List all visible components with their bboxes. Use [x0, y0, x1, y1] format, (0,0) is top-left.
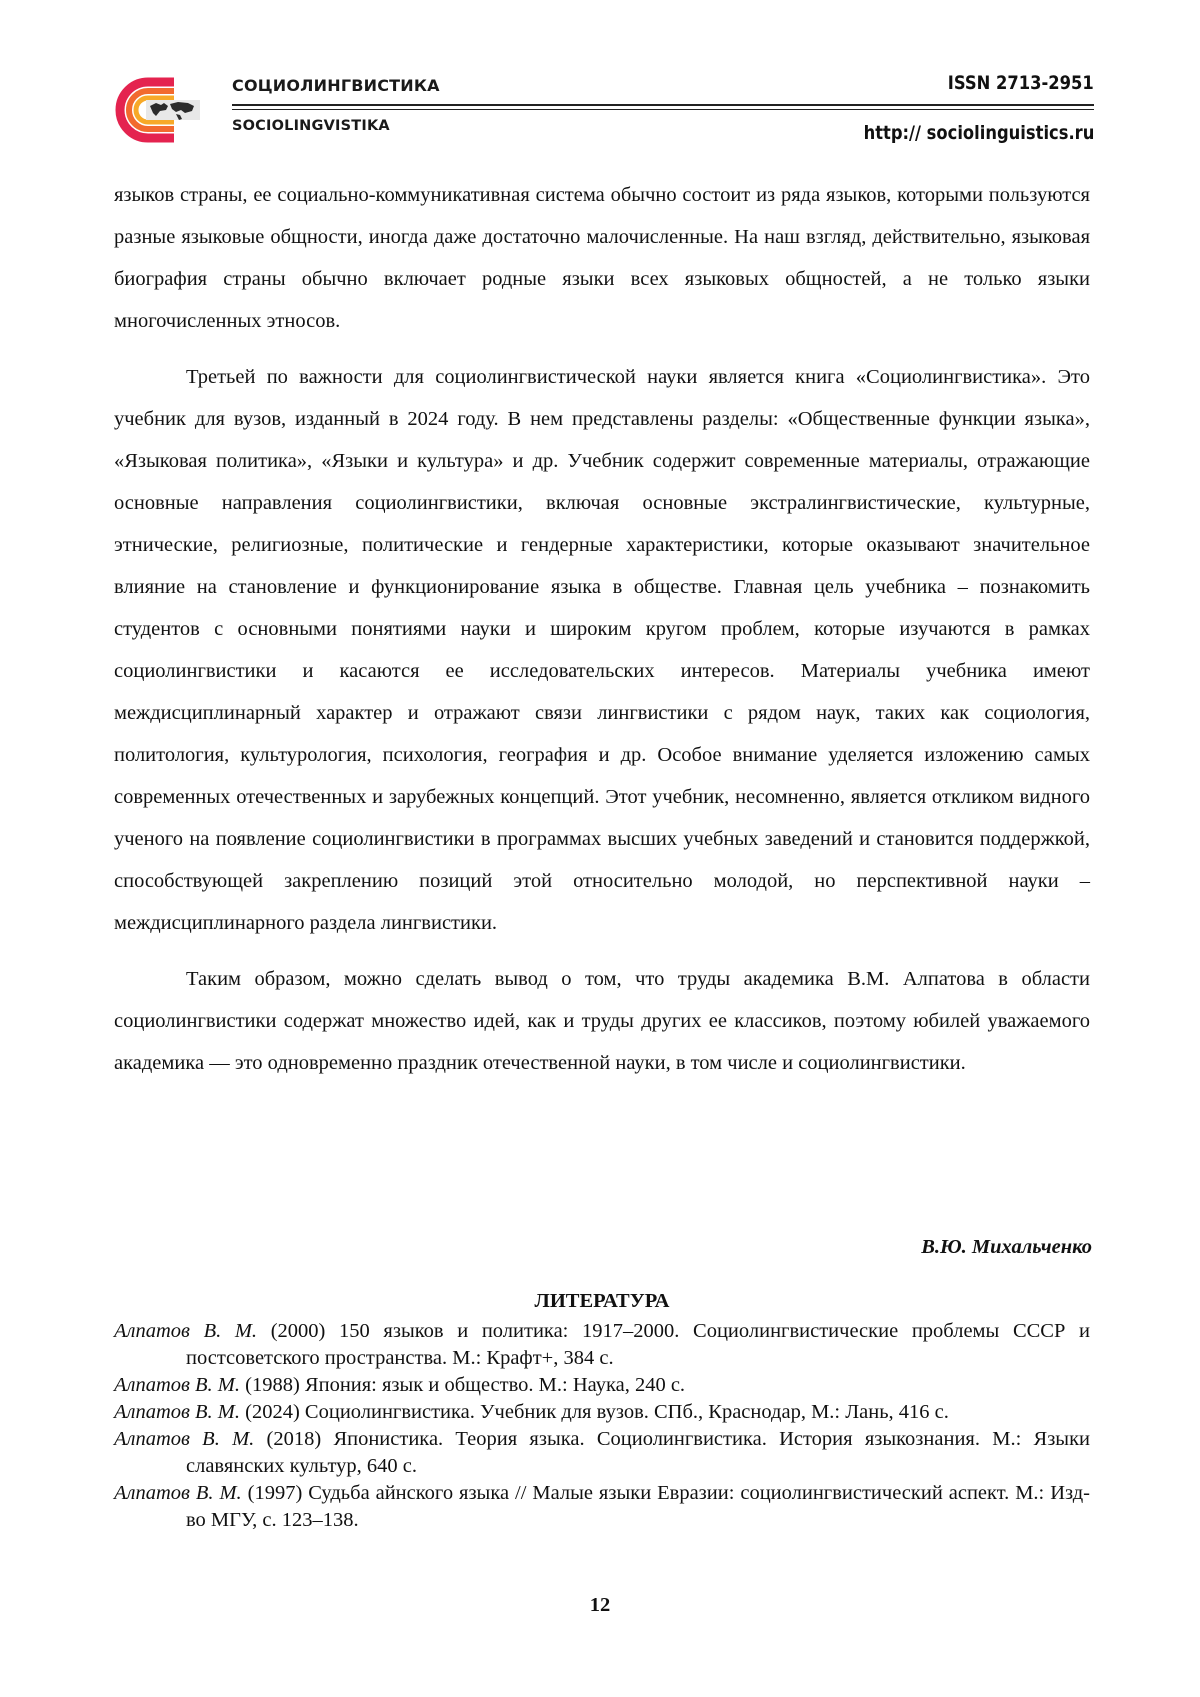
paragraph: Таким образом, можно сделать вывод о том, что труды академика В.М. Алпатова в области социолингвистики содержат множество идей, как и труды других ее классиков, поэтому юбилей уважаемого академика — это одновременно праздник отечественной науки, в том числе и социолингвистики. — [114, 968, 1090, 1074]
page-number: 12 — [589, 1594, 611, 1616]
header-rule-thick — [232, 104, 1094, 106]
reference-text: (2000) 150 языков и политика: 1917–2000. Социолингвистические проблемы СССР и постсоветского пространства. М.: Крафт+, 384 с. — [186, 1320, 1090, 1369]
reference-author: Алпатов В. М. — [114, 1428, 255, 1450]
reference-author: Алпатов В. М. — [114, 1482, 242, 1504]
reference-text: (2018) Японистика. Теория языка. Социолингвистика. История языкознания. М.: Языки славянских культур, 640 с. — [186, 1428, 1090, 1477]
journal-logo — [112, 74, 210, 146]
reference-item — [114, 1372, 1090, 1399]
reference-text: (2024) Социолингвистика. Учебник для вузов. СПб., Краснодар, М.: Лань, 416 с. — [240, 1401, 949, 1423]
references-list — [114, 1318, 1090, 1534]
reference-item — [114, 1399, 1090, 1426]
reference-text: (1988) Япония: язык и общество. М.: Наука, 240 с. — [240, 1374, 686, 1396]
reference-item — [114, 1318, 1090, 1372]
journal-title-en: SOCIOLINGVISTIKA — [232, 118, 390, 134]
reference-item — [114, 1426, 1090, 1480]
references-title: ЛИТЕРАТУРА — [534, 1290, 670, 1312]
reference-author: Алпатов В. М. — [114, 1320, 258, 1342]
website-link[interactable]: http:// sociolinguistics.ru — [863, 122, 1094, 144]
reference-item — [114, 1480, 1090, 1534]
paragraph: языков страны, ее социально-коммуникативная система обычно состоит из ряда языков, которыми пользуются разные языковые общности, иногда даже достаточно малочисленные. На наш взгляд, действительно, языковая биография страны обычно включает родные языки всех языковых общностей, а не только языки многочисленных этносов. — [114, 184, 1090, 332]
reference-author: Алпатов В. М. — [114, 1374, 241, 1396]
reference-text: (1997) Судьба айнского языка // Малые языки Евразии: социолингвистический аспект. М.: Изд-во МГУ, с. 123–138. — [186, 1482, 1090, 1531]
paragraph: Третьей по важности для социолингвистической науки является книга «Социолингвистика». Это учебник для вузов, изданный в 2024 году. В нем представлены разделы: «Общественные функции языка», «Языковая политика», «Языки и культура» и др. Учебник содержит современные материалы, отражающие основные направления социолингвистики, включая основные экстралингвистические, культурные, этнические, религиозные, политические и гендерные характеристики, которые оказывают значительное влияние на становление и функционирование языка в обществе. Главная цель учебника – познакомить студентов с основными понятиями науки и широким кругом проблем, которые изучаются в рамках социолингвистики и касаются ее исследовательских интересов. Материалы учебника имеют междисциплинарный характер и отражают связи лингвистики с рядом наук, таких как социология, политология, культурология, психология, география и др. Особое внимание уделяется изложению самых современных отечественных и зарубежных концепций. Этот учебник, несомненно, является откликом видного ученого на появление социолингвистики в программах высших учебных заведений и становится поддержкой, способствующей закреплению позиций этой относительно молодой, но перспективной науки – междисциплинарного раздела лингвистики. — [114, 366, 1090, 934]
reference-author: Алпатов В. М. — [114, 1401, 241, 1423]
issn-label: ISSN 2713-2951 — [948, 72, 1094, 94]
journal-title-ru: СОЦИОЛИНГВИСТИКА — [232, 76, 440, 95]
article-body — [114, 174, 1090, 1084]
author-signature: В.Ю. Михальченко — [921, 1236, 1092, 1258]
header-rule-thin — [232, 109, 1094, 110]
